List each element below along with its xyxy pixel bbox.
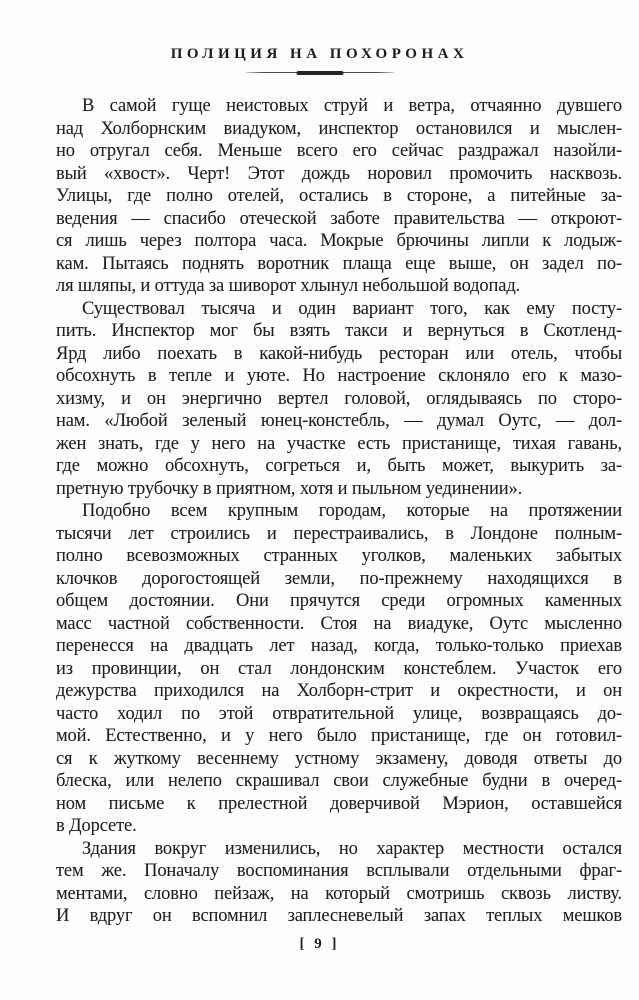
divider-thick-segment	[296, 71, 343, 75]
text-line: тем же. Поначалу воспоминания всплывали отдельными фраг-	[56, 861, 622, 881]
text-line: Подобно всем крупным городам, которые на протяжении	[82, 501, 622, 521]
body-text	[56, 95, 622, 928]
text-line: нам. «Любой зеленый юнец-констебль, — думал Оутс, — дол-	[56, 411, 622, 431]
paragraph	[56, 298, 622, 501]
text-line: претную трубочку в приятном, хотя и пыльном уединении».	[56, 478, 523, 499]
text-line: где можно обсохнуть, согреться и, быть может, выкурить за-	[56, 456, 622, 476]
text-line: ном письме к прелестной доверчивой Мэрион, оставшейся	[56, 793, 622, 814]
text-line: тысячи лет строились и перестраивались, в Лондоне полным-	[56, 523, 622, 544]
text-line: Здания вокруг изменились, но характер местности остался	[82, 838, 622, 859]
text-line: но отругал себя. Меньше всего его сейчас раздражал назойли-	[56, 141, 622, 161]
text-line: часто ходил по этой отвратительной улице, возвращаясь до-	[56, 703, 622, 724]
text-line: ментами, словно пейзаж, на который смотришь сквозь листву.	[56, 883, 622, 904]
text-line: блеска, или нелепо скрашивал свои служебные будни в очеред-	[56, 771, 622, 791]
text-line: мой. Естественно, и у него было пристанище, где он готовил-	[56, 726, 622, 746]
text-line: над Холборнским виадуком, инспектор остановился и мыслен-	[56, 118, 622, 139]
paragraph	[56, 838, 622, 928]
text-line: кам. Пытаясь поднять воротник плаща еще выше, он задел по-	[56, 253, 622, 274]
header-divider	[246, 70, 394, 76]
text-line: общем достоянии. Они прячутся среди огромных каменных	[56, 591, 622, 611]
page-number: [ 9 ]	[299, 936, 340, 952]
text-line: ся лишь через полтора часа. Мокрые брючины липли к лодыж-	[56, 231, 622, 251]
text-line: ведения — спасибо отеческой заботе правительства — откроют-	[56, 208, 622, 229]
text-line: ся к жуткому весеннему устному экзамену, доводя ответы до	[56, 748, 622, 769]
paragraph	[56, 500, 622, 838]
text-line: из провинции, он стал лондонским констеблем. Участок его	[56, 658, 622, 679]
text-line: дежурства приходился на Холборн-стрит и окрестности, и он	[56, 681, 622, 701]
paragraph	[56, 95, 622, 298]
running-title: ПОЛИЦИЯ НА ПОХОРОНАХ	[170, 46, 469, 62]
text-line: перенесся на двадцать лет назад, когда, только-только приехав	[56, 636, 622, 656]
text-line: масс частной собственности. Стоя на виадуке, Оутс мысленно	[56, 613, 622, 634]
text-line: жен знать, где у него на участке есть пристанище, тихая гавань,	[56, 433, 622, 454]
text-line: клочков дорогостоящей земли, по-прежнему находящихся в	[56, 568, 622, 589]
text-line: вый «хвост». Черт! Этот дождь норовил промочить насквозь.	[56, 163, 622, 184]
text-line: пить. Инспектор мог бы взять такси и вернуться в Скотленд-	[56, 321, 622, 341]
text-line: в Дорсете.	[56, 816, 137, 836]
text-line: хизму, и он энергично вертел головой, оглядываясь по сторо-	[56, 388, 622, 409]
text-line: Улицы, где полно отелей, остались в стороне, а питейные за-	[56, 186, 622, 206]
text-line: В самой гуще неистовых струй и ветра, отчаянно дувшего	[82, 96, 622, 116]
text-line: ля шляпы, и оттуда за шиворот хлынул небольшой водопад.	[56, 276, 521, 296]
text-line: полно всевозможных странных уголков, маленьких забытых	[56, 546, 622, 566]
text-line: Существовал тысяча и один вариант того, как ему посту-	[82, 298, 622, 319]
text-line: Ярд либо поехать в какой-нибудь ресторан или отель, чтобы	[56, 343, 622, 364]
text-line: И вдруг он вспомнил заплесневелый запах теплых мешков	[56, 906, 622, 926]
text-line: обсохнуть в тепле и уюте. Но настроение склоняло его к мазо-	[56, 366, 622, 386]
